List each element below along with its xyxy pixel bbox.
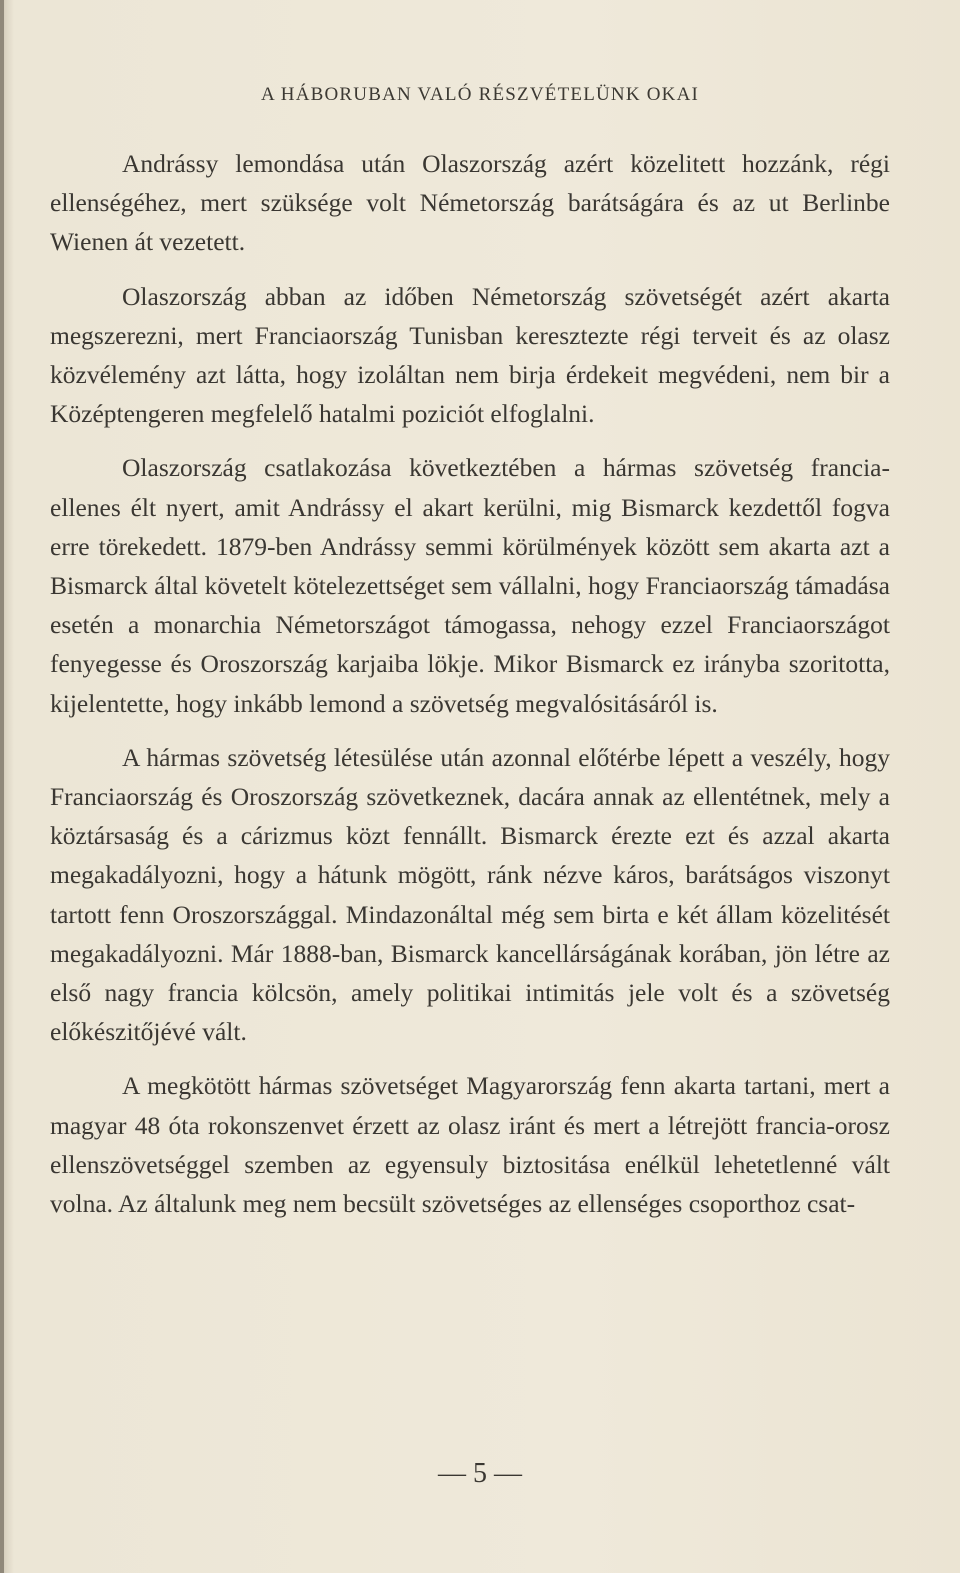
body-text [50,144,890,1238]
paragraph-5: A megkötött hármas szövetséget Magyarország fenn akarta tartani, mert a magyar 48 óta rokonszenvet érzett az olasz iránt és mert a létrejött francia-orosz ellenszövetséggel szemben az egyensuly biztositása enélkül lehetetlenné vált volna. Az általunk meg nem becsült szövetséges az ellenséges csoporthoz csat- [50,1071,890,1219]
paragraph-2: Olaszország abban az időben Németország szövetségét azért akarta megszerezni, mert Franciaország Tunisban keresztezte régi terveit és az olasz közvélemény azt látta, hogy izoláltan nem birja érdekeit megvédeni, nem bir a Középtengeren megfelelő hatalmi poziciót elfoglalni. [50,281,890,429]
running-head: A HÁBORUBAN VALÓ RÉSZVÉTELÜNK OKAI [260,84,700,105]
page-number: — 5 — [438,1458,522,1489]
paragraph-1: Andrássy lemondása után Olaszország azért közelitett hozzánk, régi ellenségéhez, mert szüksége volt Németország barátságára és az ut Berlinbe Wienen át vezetett. [50,149,890,257]
paragraph-3: Olaszország csatlakozása következtében a hármas szövetség francia-ellenes élt nyert, amit Andrássy el akart kerülni, mig Bismarck kezdettől fogva erre törekedett. 1879-ben Andrássy semmi körülmények között sem akarta azt a Bismarck által követelt kötelezettséget sem vállalni, hogy Franciaország támadása esetén a monarchia Németországot támogassa, nehogy ezzel Franciaországot fenyegesse és Oroszország karjaiba lökje. Mikor Bismarck ez irányba szoritotta, kijelentette, hogy inkább lemond a szövetség megvalósitásáról is. [50,453,890,718]
paragraph-4: A hármas szövetség létesülése után azonnal előtérbe lépett a veszély, hogy Franciaország és Oroszország szövetkeznek, dacára annak az ellentétnek, mely a köztársaság és a cárizmus közt fennállt. Bismarck érezte ezt és azzal akarta megakadályozni, hogy a hátunk mögött, ránk nézve káros, barátságos viszonyt tartott fenn Oroszországgal. Mindazonáltal még sem birta e két állam közelitését megakadályozni. Már 1888-ban, Bismarck kancellárságának korában, jön létre az első nagy francia kölcsön, amely politikai intimitás jele volt és a szövetség előkészitőjévé vált. [50,742,890,1047]
page-spine-edge [0,0,4,1573]
